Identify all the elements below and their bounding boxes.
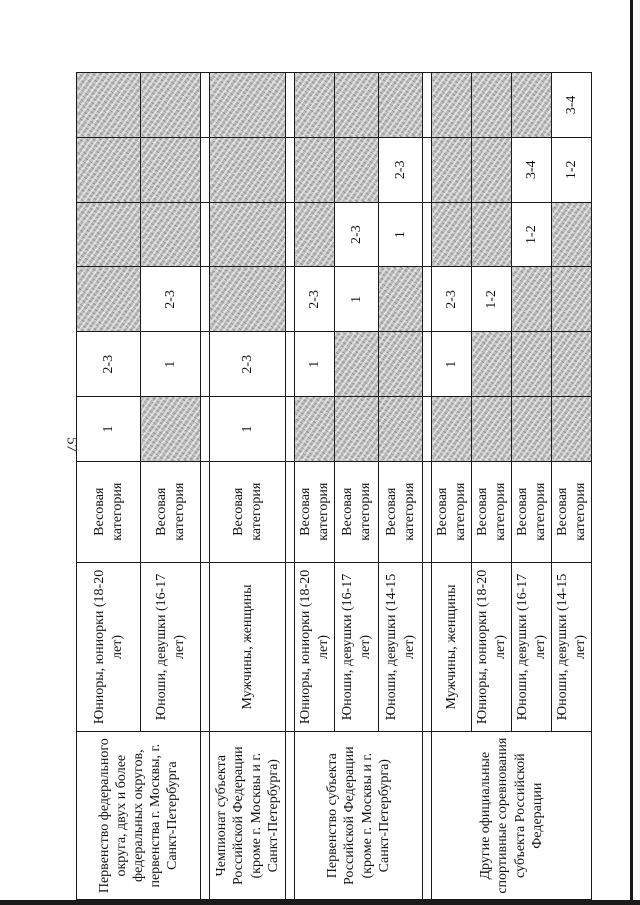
separator-cell bbox=[286, 461, 295, 562]
shaded-cell bbox=[512, 332, 552, 397]
shaded-cell bbox=[379, 73, 423, 138]
age-group: Юниоры, юниорки (18-20 лет) bbox=[472, 562, 512, 732]
table-row bbox=[210, 73, 286, 900]
place-cell: 1 bbox=[335, 267, 379, 332]
block-separator bbox=[286, 73, 295, 900]
age-group: Юноши, девушки (16-17 лет) bbox=[335, 562, 379, 732]
place-cell: 2-3 bbox=[379, 137, 423, 202]
shaded-cell bbox=[472, 137, 512, 202]
age-group: Юноши, девушки (16-17 лет) bbox=[141, 562, 201, 732]
separator-cell bbox=[201, 562, 210, 732]
shaded-cell bbox=[552, 202, 592, 267]
shaded-cell bbox=[552, 267, 592, 332]
shaded-cell bbox=[379, 397, 423, 462]
discipline: Весовая категория bbox=[432, 461, 472, 562]
separator-cell bbox=[201, 267, 210, 332]
competition-name: Другие официальные спортивные соревнования субъекта Российской Федерации bbox=[432, 732, 592, 900]
age-group: Юноши, девушки (14-15 лет) bbox=[379, 562, 423, 732]
separator-cell bbox=[286, 332, 295, 397]
table-body bbox=[77, 73, 592, 900]
separator-cell bbox=[201, 732, 210, 900]
place-cell: 1-2 bbox=[512, 202, 552, 267]
age-group: Юноши, девушки (16-17 лет) bbox=[512, 562, 552, 732]
shaded-cell bbox=[295, 137, 335, 202]
separator-cell bbox=[286, 732, 295, 900]
shaded-cell bbox=[210, 202, 286, 267]
discipline: Весовая категория bbox=[552, 461, 592, 562]
shaded-cell bbox=[379, 332, 423, 397]
separator-cell bbox=[423, 562, 432, 732]
shaded-cell bbox=[432, 202, 472, 267]
discipline: Весовая категория bbox=[210, 461, 286, 562]
shaded-cell bbox=[77, 137, 141, 202]
shaded-cell bbox=[472, 397, 512, 462]
shaded-cell bbox=[379, 267, 423, 332]
shaded-cell bbox=[295, 397, 335, 462]
place-cell: 1 bbox=[141, 332, 201, 397]
separator-cell bbox=[286, 202, 295, 267]
table-container bbox=[76, 72, 640, 894]
separator-cell bbox=[286, 73, 295, 138]
discipline: Весовая категория bbox=[512, 461, 552, 562]
shaded-cell bbox=[295, 73, 335, 138]
table-row bbox=[432, 73, 472, 900]
shaded-cell bbox=[335, 137, 379, 202]
separator-cell bbox=[423, 397, 432, 462]
separator-cell bbox=[286, 397, 295, 462]
shaded-cell bbox=[335, 332, 379, 397]
shaded-cell bbox=[141, 73, 201, 138]
shaded-cell bbox=[295, 202, 335, 267]
place-cell: 2-3 bbox=[141, 267, 201, 332]
shaded-cell bbox=[335, 397, 379, 462]
shaded-cell bbox=[552, 397, 592, 462]
discipline: Весовая категория bbox=[379, 461, 423, 562]
shaded-cell bbox=[472, 73, 512, 138]
competition-name: Первенство субъекта Российской Федерации (кроме г. Москвы и г. Санкт-Петербурга) bbox=[295, 732, 423, 900]
separator-cell bbox=[423, 137, 432, 202]
age-group: Юниоры, юниорки (18-20 лет) bbox=[295, 562, 335, 732]
separator-cell bbox=[423, 332, 432, 397]
separator-cell bbox=[201, 73, 210, 138]
discipline: Весовая категория bbox=[472, 461, 512, 562]
separator-cell bbox=[423, 73, 432, 138]
shaded-cell bbox=[141, 202, 201, 267]
separator-cell bbox=[286, 137, 295, 202]
separator-cell bbox=[201, 461, 210, 562]
rotated-table-frame bbox=[76, 72, 588, 900]
shaded-cell bbox=[141, 397, 201, 462]
scan-edge-bottom bbox=[0, 900, 640, 905]
shaded-cell bbox=[77, 202, 141, 267]
discipline: Весовая категория bbox=[141, 461, 201, 562]
separator-cell bbox=[201, 397, 210, 462]
shaded-cell bbox=[512, 73, 552, 138]
separator-cell bbox=[201, 137, 210, 202]
place-cell: 1 bbox=[77, 397, 141, 462]
place-cell: 2-3 bbox=[210, 332, 286, 397]
separator-cell bbox=[201, 202, 210, 267]
competition-name: Чемпионат субъекта Российской Федерации (кроме г. Москвы и г. Санкт-Петербурга) bbox=[210, 732, 286, 900]
ranking-table bbox=[76, 72, 592, 900]
shaded-cell bbox=[77, 73, 141, 138]
page-number: 57 bbox=[63, 437, 80, 452]
age-group: Мужчины, женщины bbox=[432, 562, 472, 732]
place-cell: 3-4 bbox=[552, 73, 592, 138]
age-group: Мужчины, женщины bbox=[210, 562, 286, 732]
shaded-cell bbox=[472, 202, 512, 267]
competition-name: Первенство федерального округа, двух и более федеральных округов, первенства г. Москвы, г. Санкт-Петербурга bbox=[77, 732, 201, 900]
discipline: Весовая категория bbox=[335, 461, 379, 562]
separator-cell bbox=[286, 267, 295, 332]
place-cell: 1-2 bbox=[472, 267, 512, 332]
separator-cell bbox=[423, 732, 432, 900]
place-cell: 1 bbox=[295, 332, 335, 397]
shaded-cell bbox=[432, 397, 472, 462]
table-row bbox=[77, 73, 141, 900]
shaded-cell bbox=[141, 137, 201, 202]
shaded-cell bbox=[432, 137, 472, 202]
separator-cell bbox=[201, 332, 210, 397]
shaded-cell bbox=[77, 267, 141, 332]
separator-cell bbox=[423, 461, 432, 562]
place-cell: 2-3 bbox=[295, 267, 335, 332]
place-cell: 1 bbox=[432, 332, 472, 397]
place-cell: 1-2 bbox=[552, 137, 592, 202]
shaded-cell bbox=[335, 73, 379, 138]
place-cell: 2-3 bbox=[77, 332, 141, 397]
block-separator bbox=[423, 73, 432, 900]
place-cell: 2-3 bbox=[335, 202, 379, 267]
place-cell: 1 bbox=[210, 397, 286, 462]
shaded-cell bbox=[210, 137, 286, 202]
block-separator bbox=[201, 73, 210, 900]
discipline: Весовая категория bbox=[295, 461, 335, 562]
separator-cell bbox=[423, 267, 432, 332]
shaded-cell bbox=[472, 332, 512, 397]
separator-cell bbox=[286, 562, 295, 732]
place-cell: 1 bbox=[379, 202, 423, 267]
shaded-cell bbox=[512, 397, 552, 462]
shaded-cell bbox=[512, 267, 552, 332]
age-group: Юниоры, юниорки (18-20 лет) bbox=[77, 562, 141, 732]
age-group: Юноши, девушки (14-15 лет) bbox=[552, 562, 592, 732]
shaded-cell bbox=[552, 332, 592, 397]
shaded-cell bbox=[210, 73, 286, 138]
place-cell: 2-3 bbox=[432, 267, 472, 332]
table-row bbox=[295, 73, 335, 900]
shaded-cell bbox=[210, 267, 286, 332]
place-cell: 3-4 bbox=[512, 137, 552, 202]
separator-cell bbox=[423, 202, 432, 267]
shaded-cell bbox=[432, 73, 472, 138]
discipline: Весовая категория bbox=[77, 461, 141, 562]
